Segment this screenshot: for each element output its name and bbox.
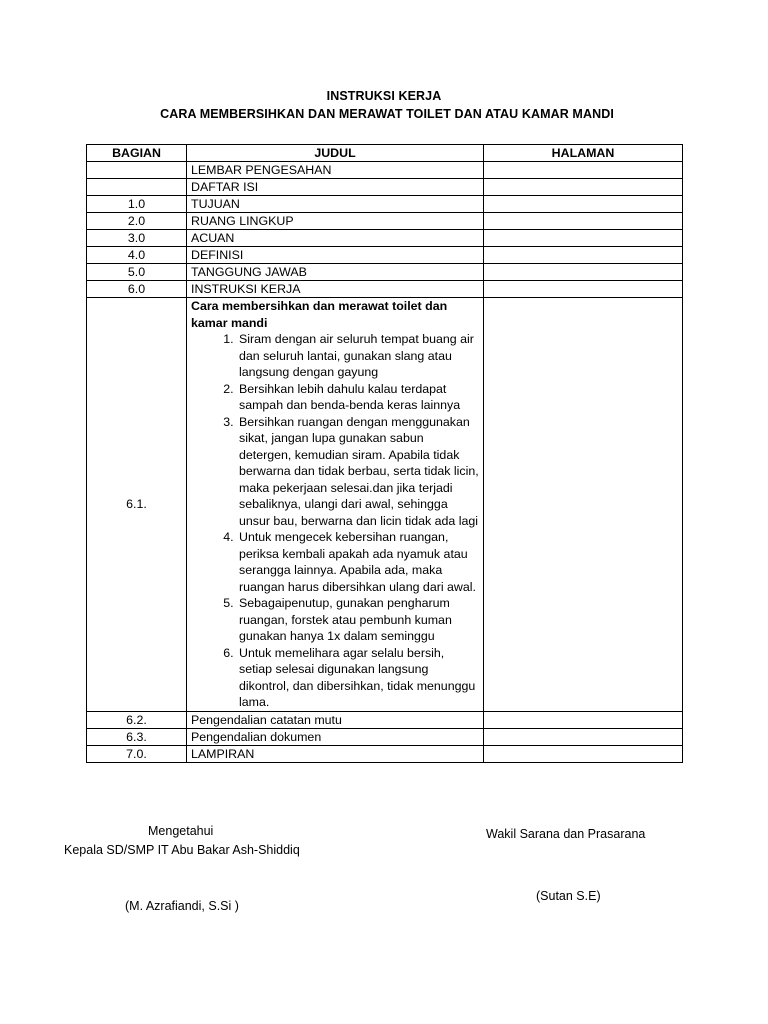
signature-left-label: Mengetahui bbox=[148, 824, 214, 838]
halaman-cell bbox=[484, 745, 683, 762]
judul-cell: Pengendalian catatan mutu bbox=[187, 711, 484, 728]
instruction-subtitle: Cara membersihkan dan merawat toilet dan kamar mandi bbox=[191, 299, 448, 330]
halaman-cell bbox=[484, 728, 683, 745]
table-row bbox=[87, 162, 683, 179]
signature-left-name: (M. Azrafiandi, S.Si ) bbox=[125, 899, 239, 913]
table-row bbox=[87, 179, 683, 196]
table-row bbox=[87, 745, 683, 762]
judul-cell: Pengendalian dokumen bbox=[187, 728, 484, 745]
halaman-cell bbox=[484, 213, 683, 230]
judul-cell: DEFINISI bbox=[187, 247, 484, 264]
instruction-step: 3. Bersihkan ruangan dengan menggunakan sikat, jangan lupa gunakan sabun detergen, kemudian siram. Apabila tidak berwarna dan tidak berbau, serta tidak licin, maka pekerjaan selesai.dan jika terjadi sebaliknya, ulangi dari awal, sehingga unsur bau, berwarna dan licin tidak ada lagi bbox=[237, 414, 479, 530]
table-row bbox=[87, 728, 683, 745]
halaman-cell bbox=[484, 264, 683, 281]
halaman-cell bbox=[484, 281, 683, 298]
table-row bbox=[87, 196, 683, 213]
header-halaman: HALAMAN bbox=[484, 145, 683, 162]
bagian-cell: 4.0 bbox=[87, 247, 187, 264]
halaman-cell bbox=[484, 711, 683, 728]
bagian-cell: 6.3. bbox=[87, 728, 187, 745]
halaman-cell bbox=[484, 196, 683, 213]
bagian-cell: 6.2. bbox=[87, 711, 187, 728]
table-row bbox=[87, 711, 683, 728]
table-header-row bbox=[87, 145, 683, 162]
judul-cell: LEMBAR PENGESAHAN bbox=[187, 162, 484, 179]
halaman-cell bbox=[484, 298, 683, 712]
instruction-steps-list bbox=[191, 331, 479, 711]
judul-cell: RUANG LINGKUP bbox=[187, 213, 484, 230]
judul-cell: TUJUAN bbox=[187, 196, 484, 213]
bagian-cell bbox=[87, 179, 187, 196]
bagian-cell: 6.0 bbox=[87, 281, 187, 298]
table-row bbox=[87, 247, 683, 264]
judul-cell: INSTRUKSI KERJA bbox=[187, 281, 484, 298]
halaman-cell bbox=[484, 247, 683, 264]
bagian-cell: 3.0 bbox=[87, 230, 187, 247]
table-row bbox=[87, 264, 683, 281]
halaman-cell bbox=[484, 230, 683, 247]
header-bagian: BAGIAN bbox=[87, 145, 187, 162]
contents-table bbox=[86, 144, 683, 763]
header-judul: JUDUL bbox=[187, 145, 484, 162]
judul-cell: ACUAN bbox=[187, 230, 484, 247]
judul-cell: LAMPIRAN bbox=[187, 745, 484, 762]
bagian-cell: 6.1. bbox=[87, 298, 187, 712]
signature-left-position: Kepala SD/SMP IT Abu Bakar Ash-Shiddiq bbox=[64, 843, 300, 857]
instruction-step: 5. Sebagaipenutup, gunakan pengharum ruangan, forstek atau pembunh kuman gunakan hanya 1x dalam seminggu bbox=[237, 595, 479, 645]
table-row bbox=[87, 230, 683, 247]
signature-right-position: Wakil Sarana dan Prasarana bbox=[486, 827, 646, 841]
bagian-cell: 2.0 bbox=[87, 213, 187, 230]
instruction-step: 2. Bersihkan lebih dahulu kalau terdapat sampah dan benda-benda keras lainnya bbox=[237, 381, 479, 414]
instruction-content-cell bbox=[187, 298, 484, 712]
table-row-section-6-1 bbox=[87, 298, 683, 712]
signature-right-name: (Sutan S.E) bbox=[536, 889, 601, 903]
table-row bbox=[87, 281, 683, 298]
table-row bbox=[87, 213, 683, 230]
halaman-cell bbox=[484, 162, 683, 179]
document-subtitle: CARA MEMBERSIHKAN DAN MERAWAT TOILET DAN ATAU KAMAR MANDI bbox=[160, 107, 614, 121]
bagian-cell bbox=[87, 162, 187, 179]
bagian-cell: 7.0. bbox=[87, 745, 187, 762]
instruction-step: 4. Untuk mengecek kebersihan ruangan, periksa kembali apakah ada nyamuk atau serangga lainnya. Apabila ada, maka ruangan harus dibersihkan ulang dari awal. bbox=[237, 529, 479, 595]
bagian-cell: 5.0 bbox=[87, 264, 187, 281]
instruction-step: 6. Untuk memelihara agar selalu bersih, setiap selesai digunakan langsung dikontrol, dan dibersihkan, tidak menunggu lama. bbox=[237, 645, 479, 711]
judul-cell: TANGGUNG JAWAB bbox=[187, 264, 484, 281]
instruction-step: 1. Siram dengan air seluruh tempat buang air dan seluruh lantai, gunakan slang atau langsung dengan gayung bbox=[237, 331, 479, 381]
halaman-cell bbox=[484, 179, 683, 196]
bagian-cell: 1.0 bbox=[87, 196, 187, 213]
judul-cell: DAFTAR ISI bbox=[187, 179, 484, 196]
document-title: INSTRUKSI KERJA bbox=[326, 89, 442, 103]
